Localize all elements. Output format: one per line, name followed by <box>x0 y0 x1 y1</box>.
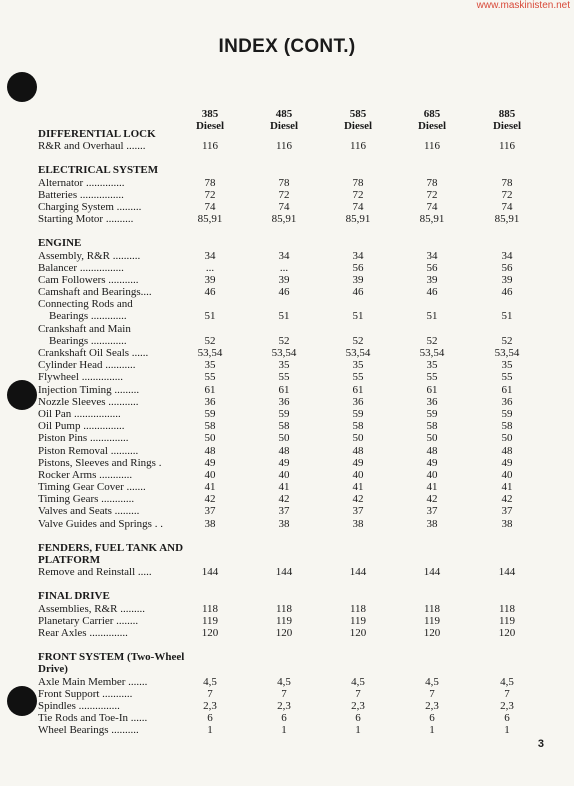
row-label: Rocker Arms ............ <box>38 468 133 481</box>
page-ref: 144 <box>498 566 516 579</box>
page-ref: 41 <box>426 481 438 494</box>
page-ref: 36 <box>204 395 216 408</box>
page-ref: 56 <box>426 261 438 274</box>
page-ref: 4,5 <box>351 675 365 688</box>
page-ref: 51 <box>426 310 438 323</box>
page-ref: 49 <box>501 456 513 469</box>
column-type: Diesel <box>343 120 373 132</box>
page-ref: 2,3 <box>425 700 439 712</box>
page-ref: 118 <box>349 602 367 615</box>
page-ref: 78 <box>352 176 364 189</box>
index-section <box>38 237 548 530</box>
index-row <box>38 627 548 639</box>
page-ref: 61 <box>426 383 438 396</box>
page-ref: 7 <box>207 687 213 700</box>
page-ref: 116 <box>275 140 293 153</box>
page-ref: 36 <box>426 395 438 408</box>
page-ref: 6 <box>504 712 510 725</box>
section-heading: FENDERS, FUEL TANK AND <box>38 541 184 554</box>
column-model: 885 <box>498 108 516 120</box>
page-ref: 36 <box>501 395 513 408</box>
page-ref: 38 <box>204 517 216 530</box>
page-ref: 40 <box>426 468 438 481</box>
page-ref: 50 <box>204 432 216 445</box>
page-ref: 46 <box>426 286 438 299</box>
index-row <box>38 201 548 213</box>
row-label: Injection Timing ......... <box>38 383 140 396</box>
page-ref: 1 <box>207 724 213 737</box>
page-ref: 6 <box>429 712 435 725</box>
page-ref: 35 <box>426 359 438 372</box>
page-ref: 74 <box>352 200 364 213</box>
index-section <box>38 542 548 579</box>
page-ref: 51 <box>204 310 216 323</box>
page-ref: 61 <box>352 383 364 396</box>
page-ref: 4,5 <box>203 675 217 688</box>
page-ref: 50 <box>426 432 438 445</box>
row-label: Rear Axles .............. <box>38 627 128 640</box>
page-ref: 34 <box>204 249 216 262</box>
row-label: Spindles ............... <box>38 700 120 712</box>
index-row <box>38 262 548 274</box>
row-label: Assemblies, R&R ......... <box>38 602 145 615</box>
index-row <box>38 347 548 359</box>
page-ref: 85,91 <box>345 213 371 226</box>
index-row <box>38 310 548 322</box>
page-ref: 37 <box>278 505 290 518</box>
page-ref: 120 <box>349 627 367 640</box>
section-heading: ENGINE <box>38 237 82 250</box>
index-row <box>38 323 548 335</box>
page-ref: 59 <box>204 407 216 420</box>
index-row <box>38 724 548 736</box>
page-ref: 53,54 <box>494 347 520 360</box>
page-ref: 119 <box>423 614 441 627</box>
row-label: Starting Motor .......... <box>38 213 134 226</box>
page-ref: 58 <box>278 420 290 433</box>
index-row <box>38 712 548 724</box>
page-ref: 59 <box>278 407 290 420</box>
page-ref: 74 <box>501 200 513 213</box>
page-ref: 116 <box>201 140 219 153</box>
page-ref: 51 <box>501 310 513 323</box>
index-row <box>38 335 548 347</box>
page-ref: 39 <box>204 273 216 286</box>
row-label: Alternator .............. <box>38 176 125 189</box>
page-ref: 40 <box>278 468 290 481</box>
index-row <box>38 505 548 517</box>
page-ref: 53,54 <box>419 347 445 360</box>
row-label: Nozzle Sleeves ........... <box>38 395 139 408</box>
row-label: Oil Pan ................. <box>38 407 121 420</box>
row-label: Crankshaft and Main <box>38 322 131 335</box>
page-ref: 119 <box>201 614 219 627</box>
index-row <box>38 177 548 189</box>
column-model: 685 <box>423 108 441 120</box>
page-ref: 7 <box>355 687 361 700</box>
page-ref: 37 <box>426 505 438 518</box>
index-row <box>38 189 548 201</box>
index-row <box>38 359 548 371</box>
page-ref: 56 <box>352 261 364 274</box>
page-ref: 34 <box>278 249 290 262</box>
page-ref: 50 <box>278 432 290 445</box>
page-ref: 42 <box>278 493 290 506</box>
page-ref: 2,3 <box>500 700 514 712</box>
page-ref: 78 <box>204 176 216 189</box>
row-label: Oil Pump ............... <box>38 420 125 433</box>
page-ref: 42 <box>204 493 216 506</box>
page-ref: 72 <box>352 188 364 201</box>
page-ref: 120 <box>201 627 219 640</box>
index-row <box>38 615 548 627</box>
page-ref: 74 <box>204 200 216 213</box>
binder-hole-top <box>7 72 37 102</box>
page-ref: 53,54 <box>271 347 297 360</box>
page-ref: 58 <box>501 420 513 433</box>
page-ref: 85,91 <box>271 213 297 226</box>
page-ref: 78 <box>278 176 290 189</box>
page-ref: 59 <box>426 407 438 420</box>
row-label: Batteries ................ <box>38 188 124 201</box>
row-label: Flywheel ............... <box>38 371 123 384</box>
index-row <box>38 566 548 578</box>
page-ref: 56 <box>501 261 513 274</box>
page-ref: 61 <box>204 383 216 396</box>
page-ref: 1 <box>429 724 435 737</box>
row-label: Piston Removal .......... <box>38 444 139 457</box>
row-label: Wheel Bearings .......... <box>38 724 139 737</box>
page-ref: 39 <box>426 273 438 286</box>
page-ref: 1 <box>281 724 287 737</box>
page-ref: 38 <box>352 517 364 530</box>
index-row <box>38 518 548 530</box>
section-heading: Drive) <box>38 663 68 676</box>
page-ref: 55 <box>352 371 364 384</box>
index-row <box>38 286 548 298</box>
page-ref: 37 <box>204 505 216 518</box>
page-ref: 49 <box>278 456 290 469</box>
page-ref: 48 <box>278 444 290 457</box>
page-ref: 6 <box>281 712 287 725</box>
page-ref: 38 <box>278 517 290 530</box>
page-ref: 52 <box>426 334 438 347</box>
page-ref: 52 <box>278 334 290 347</box>
row-label: Bearings ............. <box>38 334 127 347</box>
page-ref: ... <box>205 261 215 274</box>
page-ref: 53,54 <box>197 347 223 360</box>
index-row <box>38 396 548 408</box>
binder-hole-middle <box>7 380 37 410</box>
index-section <box>38 128 548 152</box>
section-heading: DIFFERENTIAL LOCK <box>38 128 156 140</box>
index-row <box>38 445 548 457</box>
page-ref: 4,5 <box>500 675 514 688</box>
index-row <box>38 457 548 469</box>
page-ref: 59 <box>352 407 364 420</box>
index-row <box>38 408 548 420</box>
column-type: Diesel <box>195 120 225 132</box>
page-ref: 49 <box>352 456 364 469</box>
page-ref: 46 <box>204 286 216 299</box>
page-ref: 39 <box>501 273 513 286</box>
page-ref: 50 <box>501 432 513 445</box>
page-ref: 46 <box>501 286 513 299</box>
row-label: Axle Main Member ....... <box>38 675 148 688</box>
index-row <box>38 298 548 310</box>
page-ref: 74 <box>426 200 438 213</box>
row-label: Connecting Rods and <box>38 298 133 311</box>
row-label: Planetary Carrier ........ <box>38 614 139 627</box>
column-model: 485 <box>275 108 293 120</box>
row-label: Crankshaft Oil Seals ...... <box>38 347 149 360</box>
page-ref: 50 <box>352 432 364 445</box>
page-ref: 37 <box>501 505 513 518</box>
page-ref: 6 <box>207 712 213 725</box>
column-type: Diesel <box>417 120 447 132</box>
page-ref: 41 <box>278 481 290 494</box>
page-ref: 59 <box>501 407 513 420</box>
page-ref: 120 <box>423 627 441 640</box>
page-ref: 51 <box>352 310 364 323</box>
page-ref: 49 <box>204 456 216 469</box>
index-row <box>38 420 548 432</box>
page-ref: 61 <box>501 383 513 396</box>
page-ref: 36 <box>278 395 290 408</box>
page-ref: 118 <box>201 602 219 615</box>
page-ref: 42 <box>426 493 438 506</box>
page-ref: 58 <box>426 420 438 433</box>
page-ref: 51 <box>278 310 290 323</box>
page-ref: 39 <box>278 273 290 286</box>
page-ref: 144 <box>423 566 441 579</box>
page-ref: 144 <box>275 566 293 579</box>
page-ref: ... <box>279 261 289 274</box>
page-ref: 46 <box>278 286 290 299</box>
page-ref: 35 <box>278 359 290 372</box>
page-ref: 116 <box>498 140 516 153</box>
page-ref: 48 <box>501 444 513 457</box>
page-ref: 118 <box>498 602 516 615</box>
index-row <box>38 493 548 505</box>
page-ref: 144 <box>349 566 367 579</box>
page-ref: 55 <box>278 371 290 384</box>
row-label: R&R and Overhaul ....... <box>38 140 146 153</box>
page-ref: 34 <box>426 249 438 262</box>
page-ref: 48 <box>352 444 364 457</box>
section-heading: ELECTRICAL SYSTEM <box>38 164 159 177</box>
page-ref: 55 <box>204 371 216 384</box>
index-row <box>38 274 548 286</box>
page-ref: 48 <box>426 444 438 457</box>
page-ref: 41 <box>352 481 364 494</box>
row-label: Valves and Seats ......... <box>38 505 140 518</box>
page-ref: 34 <box>352 249 364 262</box>
page-ref: 36 <box>352 395 364 408</box>
page-ref: 39 <box>352 273 364 286</box>
row-label: Piston Pins .............. <box>38 432 129 445</box>
page-ref: 55 <box>426 371 438 384</box>
section-heading: PLATFORM <box>38 554 101 567</box>
page-ref: 38 <box>501 517 513 530</box>
page-ref: 46 <box>352 286 364 299</box>
page-ref: 42 <box>501 493 513 506</box>
page-ref: 61 <box>278 383 290 396</box>
page-ref: 53,54 <box>345 347 371 360</box>
page-ref: 1 <box>355 724 361 737</box>
row-label: Pistons, Sleeves and Rings . <box>38 456 162 469</box>
page-ref: 78 <box>501 176 513 189</box>
page-ref: 119 <box>349 614 367 627</box>
page-number: 3 <box>537 738 544 750</box>
row-label: Cylinder Head ........... <box>38 359 136 372</box>
page-ref: 34 <box>501 249 513 262</box>
row-label: Bearings ............. <box>38 310 127 323</box>
index-row <box>38 371 548 383</box>
binder-hole-bottom <box>7 686 37 716</box>
index-row <box>38 250 548 262</box>
page-ref: 58 <box>204 420 216 433</box>
page-ref: 52 <box>501 334 513 347</box>
page-ref: 119 <box>275 614 293 627</box>
page-ref: 38 <box>426 517 438 530</box>
row-label: Front Support ........... <box>38 687 133 700</box>
page-ref: 85,91 <box>197 213 223 226</box>
page-ref: 7 <box>504 687 510 700</box>
page-ref: 120 <box>498 627 516 640</box>
page-ref: 35 <box>501 359 513 372</box>
page-ref: 78 <box>426 176 438 189</box>
page-ref: 119 <box>498 614 516 627</box>
section-heading: FINAL DRIVE <box>38 590 110 603</box>
page-ref: 1 <box>504 724 510 737</box>
row-label: Cam Followers ........... <box>38 273 139 286</box>
row-label: Tie Rods and Toe-In ...... <box>38 712 148 725</box>
page-ref: 74 <box>278 200 290 213</box>
index-row <box>38 603 548 615</box>
column-model: 585 <box>349 108 367 120</box>
page-ref: 58 <box>352 420 364 433</box>
index-row <box>38 384 548 396</box>
page-ref: 52 <box>352 334 364 347</box>
row-label: Timing Gears ............ <box>38 493 135 506</box>
watermark: www.maskinisten.net <box>476 0 570 11</box>
page-ref: 120 <box>275 627 293 640</box>
column-model: 385 <box>201 108 219 120</box>
row-label: Assembly, R&R .......... <box>38 249 141 262</box>
page-ref: 85,91 <box>494 213 520 226</box>
index-section <box>38 164 548 225</box>
page-ref: 40 <box>501 468 513 481</box>
page-ref: 7 <box>281 687 287 700</box>
row-label: Charging System ......... <box>38 200 142 213</box>
page-ref: 72 <box>278 188 290 201</box>
index-section <box>38 590 548 639</box>
index-row <box>38 432 548 444</box>
page-ref: 48 <box>204 444 216 457</box>
section-heading: FRONT SYSTEM (Two-Wheel <box>38 651 185 664</box>
page-ref: 4,5 <box>277 675 291 688</box>
page-title: INDEX (CONT.) <box>218 36 356 57</box>
page-ref: 116 <box>423 140 441 153</box>
index-row <box>38 676 548 688</box>
page-ref: 4,5 <box>425 675 439 688</box>
row-label: Balancer ................ <box>38 261 124 274</box>
page-ref: 40 <box>352 468 364 481</box>
page-ref: 6 <box>355 712 361 725</box>
page-ref: 116 <box>349 140 367 153</box>
page-ref: 41 <box>501 481 513 494</box>
page-ref: 37 <box>352 505 364 518</box>
page-ref: 2,3 <box>203 700 217 712</box>
page-ref: 72 <box>501 188 513 201</box>
page-ref: 85,91 <box>419 213 445 226</box>
page-ref: 118 <box>423 602 441 615</box>
page-ref: 41 <box>204 481 216 494</box>
page-ref: 118 <box>275 602 293 615</box>
page-ref: 72 <box>204 188 216 201</box>
index-row <box>38 140 548 152</box>
index-row <box>38 700 548 712</box>
row-label: Timing Gear Cover ....... <box>38 481 146 494</box>
column-type: Diesel <box>492 120 522 132</box>
row-label: Camshaft and Bearings.... <box>38 286 152 299</box>
page-ref: 35 <box>352 359 364 372</box>
page-ref: 42 <box>352 493 364 506</box>
index-row <box>38 469 548 481</box>
index-row <box>38 213 548 225</box>
page-ref: 2,3 <box>351 700 365 712</box>
page-ref: 2,3 <box>277 700 291 712</box>
index-table <box>38 128 548 749</box>
page-ref: 52 <box>204 334 216 347</box>
page-ref: 40 <box>204 468 216 481</box>
index-row <box>38 688 548 700</box>
page-ref: 144 <box>201 566 219 579</box>
row-label: Remove and Reinstall ..... <box>38 566 152 579</box>
page-ref: 72 <box>426 188 438 201</box>
index-section <box>38 651 548 736</box>
row-label: Valve Guides and Springs . . <box>38 517 163 530</box>
column-type: Diesel <box>269 120 299 132</box>
page-ref: 35 <box>204 359 216 372</box>
index-row <box>38 481 548 493</box>
page-ref: 7 <box>429 687 435 700</box>
page-ref: 49 <box>426 456 438 469</box>
page-ref: 55 <box>501 371 513 384</box>
